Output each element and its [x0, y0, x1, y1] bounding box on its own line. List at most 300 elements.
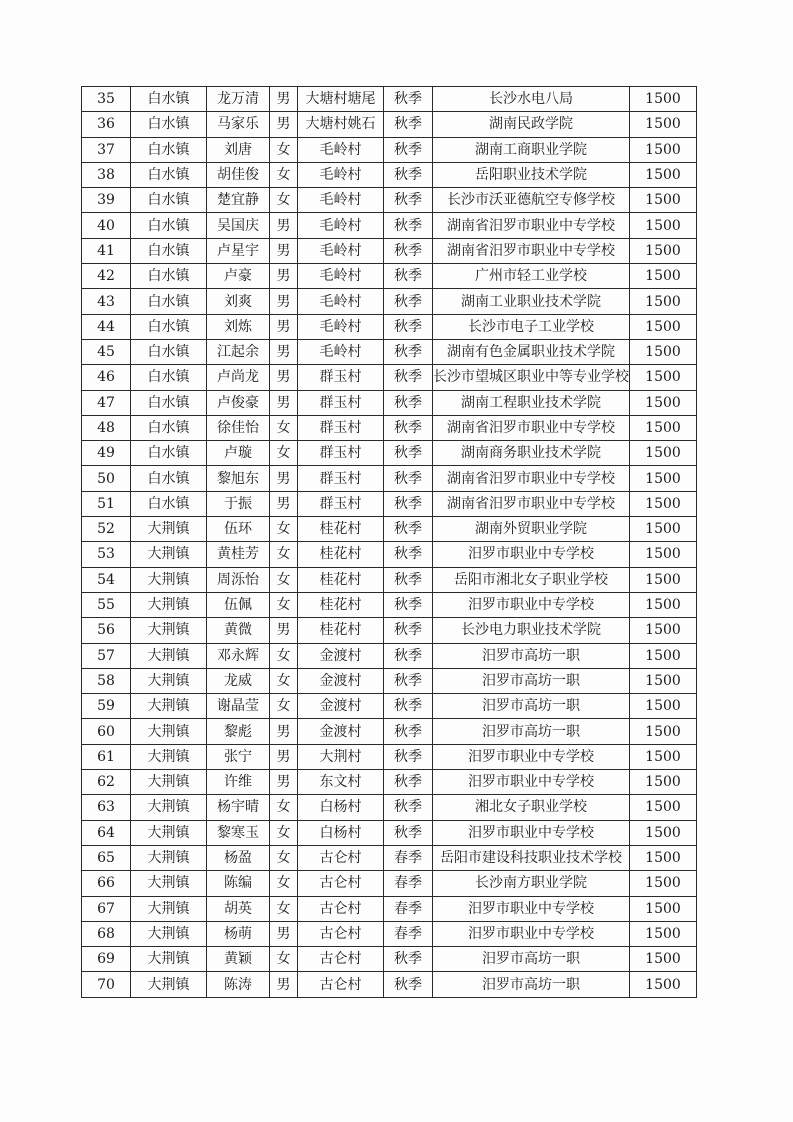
subsidy-amount-cell: 1500: [630, 694, 697, 719]
semester-cell: 秋季: [384, 567, 433, 592]
village-cell: 桂花村: [298, 542, 384, 567]
semester-cell: 秋季: [384, 213, 433, 238]
township-cell: 白水镇: [131, 491, 207, 516]
subsidy-amount-cell: 1500: [630, 719, 697, 744]
semester-cell: 秋季: [384, 339, 433, 364]
semester-cell: 秋季: [384, 137, 433, 162]
township-cell: 白水镇: [131, 314, 207, 339]
gender-cell: 男: [270, 744, 298, 769]
subsidy-amount-cell: 1500: [630, 770, 697, 795]
table-row: [82, 213, 697, 238]
gender-cell: 女: [270, 820, 298, 845]
township-cell: 大荆镇: [131, 592, 207, 617]
school-cell: 湖南省汨罗市职业中专学校: [433, 213, 630, 238]
gender-cell: 男: [270, 618, 298, 643]
row-number-cell: 43: [82, 289, 131, 314]
village-cell: 大塘村塘尾: [298, 87, 384, 112]
township-cell: 白水镇: [131, 87, 207, 112]
student-name-cell: 卢豪: [207, 264, 270, 289]
gender-cell: 男: [270, 365, 298, 390]
student-name-cell: 于振: [207, 491, 270, 516]
village-cell: 群玉村: [298, 466, 384, 491]
township-cell: 白水镇: [131, 415, 207, 440]
semester-cell: 秋季: [384, 618, 433, 643]
school-cell: 汨罗市职业中专学校: [433, 744, 630, 769]
row-number-cell: 65: [82, 845, 131, 870]
school-cell: 湖南工业职业技术学院: [433, 289, 630, 314]
village-cell: 毛岭村: [298, 339, 384, 364]
semester-cell: 秋季: [384, 264, 433, 289]
school-cell: 汨罗市职业中专学校: [433, 921, 630, 946]
student-name-cell: 胡佳俊: [207, 162, 270, 187]
row-number-cell: 48: [82, 415, 131, 440]
student-name-cell: 江起余: [207, 339, 270, 364]
table-row: [82, 441, 697, 466]
township-cell: 白水镇: [131, 112, 207, 137]
row-number-cell: 70: [82, 972, 131, 997]
row-number-cell: 51: [82, 491, 131, 516]
row-number-cell: 63: [82, 795, 131, 820]
township-cell: 大荆镇: [131, 668, 207, 693]
row-number-cell: 46: [82, 365, 131, 390]
student-name-cell: 伍环: [207, 517, 270, 542]
subsidy-amount-cell: 1500: [630, 947, 697, 972]
township-cell: 大荆镇: [131, 770, 207, 795]
semester-cell: 秋季: [384, 112, 433, 137]
row-number-cell: 58: [82, 668, 131, 693]
table-row: [82, 365, 697, 390]
row-number-cell: 57: [82, 643, 131, 668]
student-name-cell: 杨萌: [207, 921, 270, 946]
table-row: [82, 162, 697, 187]
student-name-cell: 邓永辉: [207, 643, 270, 668]
gender-cell: 女: [270, 795, 298, 820]
table-row: [82, 592, 697, 617]
semester-cell: 秋季: [384, 719, 433, 744]
table-row: [82, 643, 697, 668]
school-cell: 汨罗市职业中专学校: [433, 770, 630, 795]
row-number-cell: 59: [82, 694, 131, 719]
semester-cell: 秋季: [384, 238, 433, 263]
row-number-cell: 66: [82, 871, 131, 896]
subsidy-amount-cell: 1500: [630, 415, 697, 440]
student-name-cell: 周泺怡: [207, 567, 270, 592]
semester-cell: 秋季: [384, 643, 433, 668]
subsidy-amount-cell: 1500: [630, 845, 697, 870]
row-number-cell: 45: [82, 339, 131, 364]
school-cell: 湖南省汨罗市职业中专学校: [433, 415, 630, 440]
semester-cell: 秋季: [384, 466, 433, 491]
subsidy-amount-cell: 1500: [630, 137, 697, 162]
school-cell: 岳阳市建设科技职业技术学校: [433, 845, 630, 870]
row-number-cell: 50: [82, 466, 131, 491]
table-row: [82, 921, 697, 946]
gender-cell: 男: [270, 972, 298, 997]
village-cell: 毛岭村: [298, 137, 384, 162]
school-cell: 湖南省汨罗市职业中专学校: [433, 466, 630, 491]
village-cell: 群玉村: [298, 390, 384, 415]
gender-cell: 女: [270, 567, 298, 592]
school-cell: 汨罗市高坊一职: [433, 694, 630, 719]
township-cell: 大荆镇: [131, 694, 207, 719]
semester-cell: 秋季: [384, 188, 433, 213]
semester-cell: 秋季: [384, 795, 433, 820]
township-cell: 白水镇: [131, 339, 207, 364]
table-row: [82, 820, 697, 845]
subsidy-amount-cell: 1500: [630, 896, 697, 921]
row-number-cell: 67: [82, 896, 131, 921]
gender-cell: 女: [270, 896, 298, 921]
gender-cell: 男: [270, 466, 298, 491]
row-number-cell: 37: [82, 137, 131, 162]
row-number-cell: 40: [82, 213, 131, 238]
student-name-cell: 伍佩: [207, 592, 270, 617]
subsidy-amount-cell: 1500: [630, 112, 697, 137]
gender-cell: 女: [270, 592, 298, 617]
semester-cell: 秋季: [384, 87, 433, 112]
row-number-cell: 53: [82, 542, 131, 567]
student-name-cell: 谢晶莹: [207, 694, 270, 719]
table-row: [82, 947, 697, 972]
semester-cell: 秋季: [384, 668, 433, 693]
semester-cell: 秋季: [384, 770, 433, 795]
village-cell: 毛岭村: [298, 264, 384, 289]
village-cell: 金渡村: [298, 719, 384, 744]
township-cell: 白水镇: [131, 238, 207, 263]
semester-cell: 春季: [384, 921, 433, 946]
student-name-cell: 黄颖: [207, 947, 270, 972]
subsidy-amount-cell: 1500: [630, 213, 697, 238]
semester-cell: 秋季: [384, 820, 433, 845]
subsidy-amount-cell: 1500: [630, 542, 697, 567]
subsidy-amount-cell: 1500: [630, 491, 697, 516]
semester-cell: 秋季: [384, 415, 433, 440]
school-cell: 湖南工商职业学院: [433, 137, 630, 162]
semester-cell: 秋季: [384, 744, 433, 769]
subsidy-amount-cell: 1500: [630, 871, 697, 896]
subsidy-amount-cell: 1500: [630, 264, 697, 289]
township-cell: 白水镇: [131, 466, 207, 491]
village-cell: 毛岭村: [298, 314, 384, 339]
village-cell: 古仑村: [298, 896, 384, 921]
row-number-cell: 56: [82, 618, 131, 643]
row-number-cell: 42: [82, 264, 131, 289]
school-cell: 长沙南方职业学院: [433, 871, 630, 896]
row-number-cell: 61: [82, 744, 131, 769]
table-row: [82, 567, 697, 592]
subsidy-amount-cell: 1500: [630, 744, 697, 769]
township-cell: 大荆镇: [131, 719, 207, 744]
school-cell: 湖南工程职业技术学院: [433, 390, 630, 415]
school-cell: 汨罗市职业中专学校: [433, 542, 630, 567]
student-name-cell: 刘爽: [207, 289, 270, 314]
village-cell: 群玉村: [298, 441, 384, 466]
table-row: [82, 289, 697, 314]
subsidy-amount-cell: 1500: [630, 365, 697, 390]
school-cell: 汨罗市高坊一职: [433, 947, 630, 972]
semester-cell: 春季: [384, 871, 433, 896]
student-name-cell: 黎彪: [207, 719, 270, 744]
subsidy-amount-cell: 1500: [630, 795, 697, 820]
gender-cell: 女: [270, 668, 298, 693]
student-name-cell: 胡英: [207, 896, 270, 921]
row-number-cell: 47: [82, 390, 131, 415]
gender-cell: 男: [270, 238, 298, 263]
semester-cell: 秋季: [384, 517, 433, 542]
table-row: [82, 415, 697, 440]
school-cell: 岳阳市湘北女子职业学校: [433, 567, 630, 592]
village-cell: 群玉村: [298, 415, 384, 440]
village-cell: 古仑村: [298, 947, 384, 972]
school-cell: 湖南外贸职业学院: [433, 517, 630, 542]
semester-cell: 秋季: [384, 592, 433, 617]
school-cell: 汨罗市职业中专学校: [433, 896, 630, 921]
subsidy-amount-cell: 1500: [630, 339, 697, 364]
gender-cell: 男: [270, 87, 298, 112]
row-number-cell: 55: [82, 592, 131, 617]
subsidy-amount-cell: 1500: [630, 162, 697, 187]
township-cell: 白水镇: [131, 162, 207, 187]
student-name-cell: 卢尚龙: [207, 365, 270, 390]
student-name-cell: 卢星宇: [207, 238, 270, 263]
row-number-cell: 39: [82, 188, 131, 213]
semester-cell: 秋季: [384, 162, 433, 187]
subsidy-amount-cell: 1500: [630, 592, 697, 617]
student-name-cell: 陈编: [207, 871, 270, 896]
table-row: [82, 972, 697, 997]
student-name-cell: 龙万清: [207, 87, 270, 112]
gender-cell: 男: [270, 213, 298, 238]
table-row: [82, 112, 697, 137]
table-row: [82, 795, 697, 820]
student-name-cell: 黎寒玉: [207, 820, 270, 845]
student-name-cell: 陈涛: [207, 972, 270, 997]
township-cell: 大荆镇: [131, 618, 207, 643]
table-row: [82, 314, 697, 339]
semester-cell: 秋季: [384, 491, 433, 516]
student-name-cell: 马家乐: [207, 112, 270, 137]
table-row: [82, 188, 697, 213]
school-cell: 汨罗市职业中专学校: [433, 592, 630, 617]
student-name-cell: 卢璇: [207, 441, 270, 466]
gender-cell: 男: [270, 112, 298, 137]
gender-cell: 男: [270, 770, 298, 795]
township-cell: 大荆镇: [131, 744, 207, 769]
student-name-cell: 刘炼: [207, 314, 270, 339]
gender-cell: 女: [270, 441, 298, 466]
semester-cell: 秋季: [384, 947, 433, 972]
school-cell: 岳阳职业技术学院: [433, 162, 630, 187]
school-cell: 长沙电力职业技术学院: [433, 618, 630, 643]
township-cell: 白水镇: [131, 365, 207, 390]
semester-cell: 秋季: [384, 289, 433, 314]
village-cell: 白杨村: [298, 820, 384, 845]
village-cell: 大荆村: [298, 744, 384, 769]
village-cell: 大塘村姚石: [298, 112, 384, 137]
township-cell: 大荆镇: [131, 542, 207, 567]
row-number-cell: 68: [82, 921, 131, 946]
village-cell: 桂花村: [298, 517, 384, 542]
village-cell: 金渡村: [298, 643, 384, 668]
township-cell: 白水镇: [131, 188, 207, 213]
table-row: [82, 668, 697, 693]
school-cell: 湖南商务职业技术学院: [433, 441, 630, 466]
gender-cell: 女: [270, 137, 298, 162]
gender-cell: 男: [270, 314, 298, 339]
student-name-cell: 吴国庆: [207, 213, 270, 238]
student-name-cell: 龙威: [207, 668, 270, 693]
table-row: [82, 871, 697, 896]
table-row: [82, 238, 697, 263]
subsidy-amount-cell: 1500: [630, 668, 697, 693]
school-cell: 汨罗市高坊一职: [433, 719, 630, 744]
village-cell: 古仑村: [298, 871, 384, 896]
village-cell: 群玉村: [298, 491, 384, 516]
gender-cell: 女: [270, 871, 298, 896]
gender-cell: 女: [270, 542, 298, 567]
school-cell: 汨罗市高坊一职: [433, 643, 630, 668]
gender-cell: 男: [270, 921, 298, 946]
student-name-cell: 杨宇晴: [207, 795, 270, 820]
village-cell: 毛岭村: [298, 162, 384, 187]
village-cell: 东文村: [298, 770, 384, 795]
student-name-cell: 卢俊豪: [207, 390, 270, 415]
school-cell: 湘北女子职业学校: [433, 795, 630, 820]
township-cell: 白水镇: [131, 390, 207, 415]
student-name-cell: 许维: [207, 770, 270, 795]
township-cell: 大荆镇: [131, 947, 207, 972]
village-cell: 古仑村: [298, 972, 384, 997]
table-row: [82, 390, 697, 415]
subsidy-amount-cell: 1500: [630, 441, 697, 466]
school-cell: 长沙市沃亚德航空专修学校: [433, 188, 630, 213]
row-number-cell: 38: [82, 162, 131, 187]
school-cell: 长沙水电八局: [433, 87, 630, 112]
village-cell: 毛岭村: [298, 238, 384, 263]
subsidy-amount-cell: 1500: [630, 390, 697, 415]
row-number-cell: 52: [82, 517, 131, 542]
row-number-cell: 54: [82, 567, 131, 592]
row-number-cell: 36: [82, 112, 131, 137]
township-cell: 大荆镇: [131, 896, 207, 921]
table-row: [82, 339, 697, 364]
semester-cell: 秋季: [384, 694, 433, 719]
gender-cell: 女: [270, 643, 298, 668]
semester-cell: 春季: [384, 845, 433, 870]
village-cell: 毛岭村: [298, 213, 384, 238]
row-number-cell: 64: [82, 820, 131, 845]
row-number-cell: 44: [82, 314, 131, 339]
township-cell: 大荆镇: [131, 820, 207, 845]
township-cell: 白水镇: [131, 137, 207, 162]
table-row: [82, 845, 697, 870]
gender-cell: 女: [270, 162, 298, 187]
township-cell: 大荆镇: [131, 972, 207, 997]
student-name-cell: 徐佳怡: [207, 415, 270, 440]
school-cell: 汨罗市高坊一职: [433, 668, 630, 693]
gender-cell: 男: [270, 719, 298, 744]
township-cell: 大荆镇: [131, 567, 207, 592]
township-cell: 大荆镇: [131, 643, 207, 668]
table-row: [82, 542, 697, 567]
student-name-cell: 黄微: [207, 618, 270, 643]
school-cell: 长沙市电子工业学校: [433, 314, 630, 339]
township-cell: 白水镇: [131, 213, 207, 238]
gender-cell: 女: [270, 415, 298, 440]
gender-cell: 女: [270, 517, 298, 542]
subsidy-amount-cell: 1500: [630, 643, 697, 668]
village-cell: 桂花村: [298, 592, 384, 617]
school-cell: 广州市轻工业学校: [433, 264, 630, 289]
student-name-cell: 刘唐: [207, 137, 270, 162]
gender-cell: 男: [270, 390, 298, 415]
row-number-cell: 62: [82, 770, 131, 795]
gender-cell: 男: [270, 339, 298, 364]
gender-cell: 男: [270, 289, 298, 314]
gender-cell: 女: [270, 845, 298, 870]
school-cell: 汨罗市高坊一职: [433, 972, 630, 997]
table-row: [82, 264, 697, 289]
village-cell: 古仑村: [298, 921, 384, 946]
school-cell: 湖南省汨罗市职业中专学校: [433, 238, 630, 263]
student-name-cell: 黄桂芳: [207, 542, 270, 567]
township-cell: 大荆镇: [131, 871, 207, 896]
gender-cell: 男: [270, 264, 298, 289]
table-row: [82, 770, 697, 795]
row-number-cell: 41: [82, 238, 131, 263]
semester-cell: 秋季: [384, 365, 433, 390]
table-row: [82, 517, 697, 542]
township-cell: 白水镇: [131, 441, 207, 466]
subsidy-amount-cell: 1500: [630, 238, 697, 263]
semester-cell: 春季: [384, 896, 433, 921]
village-cell: 桂花村: [298, 567, 384, 592]
subsidy-amount-cell: 1500: [630, 188, 697, 213]
subsidy-roster-table: [81, 86, 697, 998]
subsidy-amount-cell: 1500: [630, 289, 697, 314]
semester-cell: 秋季: [384, 314, 433, 339]
table-row: [82, 491, 697, 516]
semester-cell: 秋季: [384, 972, 433, 997]
township-cell: 白水镇: [131, 264, 207, 289]
table-row: [82, 466, 697, 491]
gender-cell: 女: [270, 694, 298, 719]
student-name-cell: 楚宜静: [207, 188, 270, 213]
semester-cell: 秋季: [384, 390, 433, 415]
subsidy-amount-cell: 1500: [630, 618, 697, 643]
village-cell: 金渡村: [298, 694, 384, 719]
gender-cell: 女: [270, 188, 298, 213]
township-cell: 大荆镇: [131, 795, 207, 820]
village-cell: 群玉村: [298, 365, 384, 390]
township-cell: 大荆镇: [131, 845, 207, 870]
subsidy-amount-cell: 1500: [630, 972, 697, 997]
village-cell: 毛岭村: [298, 188, 384, 213]
row-number-cell: 60: [82, 719, 131, 744]
school-cell: 湖南有色金属职业技术学院: [433, 339, 630, 364]
table-row: [82, 137, 697, 162]
table-row: [82, 744, 697, 769]
semester-cell: 秋季: [384, 441, 433, 466]
gender-cell: 男: [270, 491, 298, 516]
roster-body: [82, 87, 697, 998]
gender-cell: 女: [270, 947, 298, 972]
table-row: [82, 694, 697, 719]
table-row: [82, 87, 697, 112]
township-cell: 大荆镇: [131, 517, 207, 542]
table-row: [82, 896, 697, 921]
row-number-cell: 49: [82, 441, 131, 466]
